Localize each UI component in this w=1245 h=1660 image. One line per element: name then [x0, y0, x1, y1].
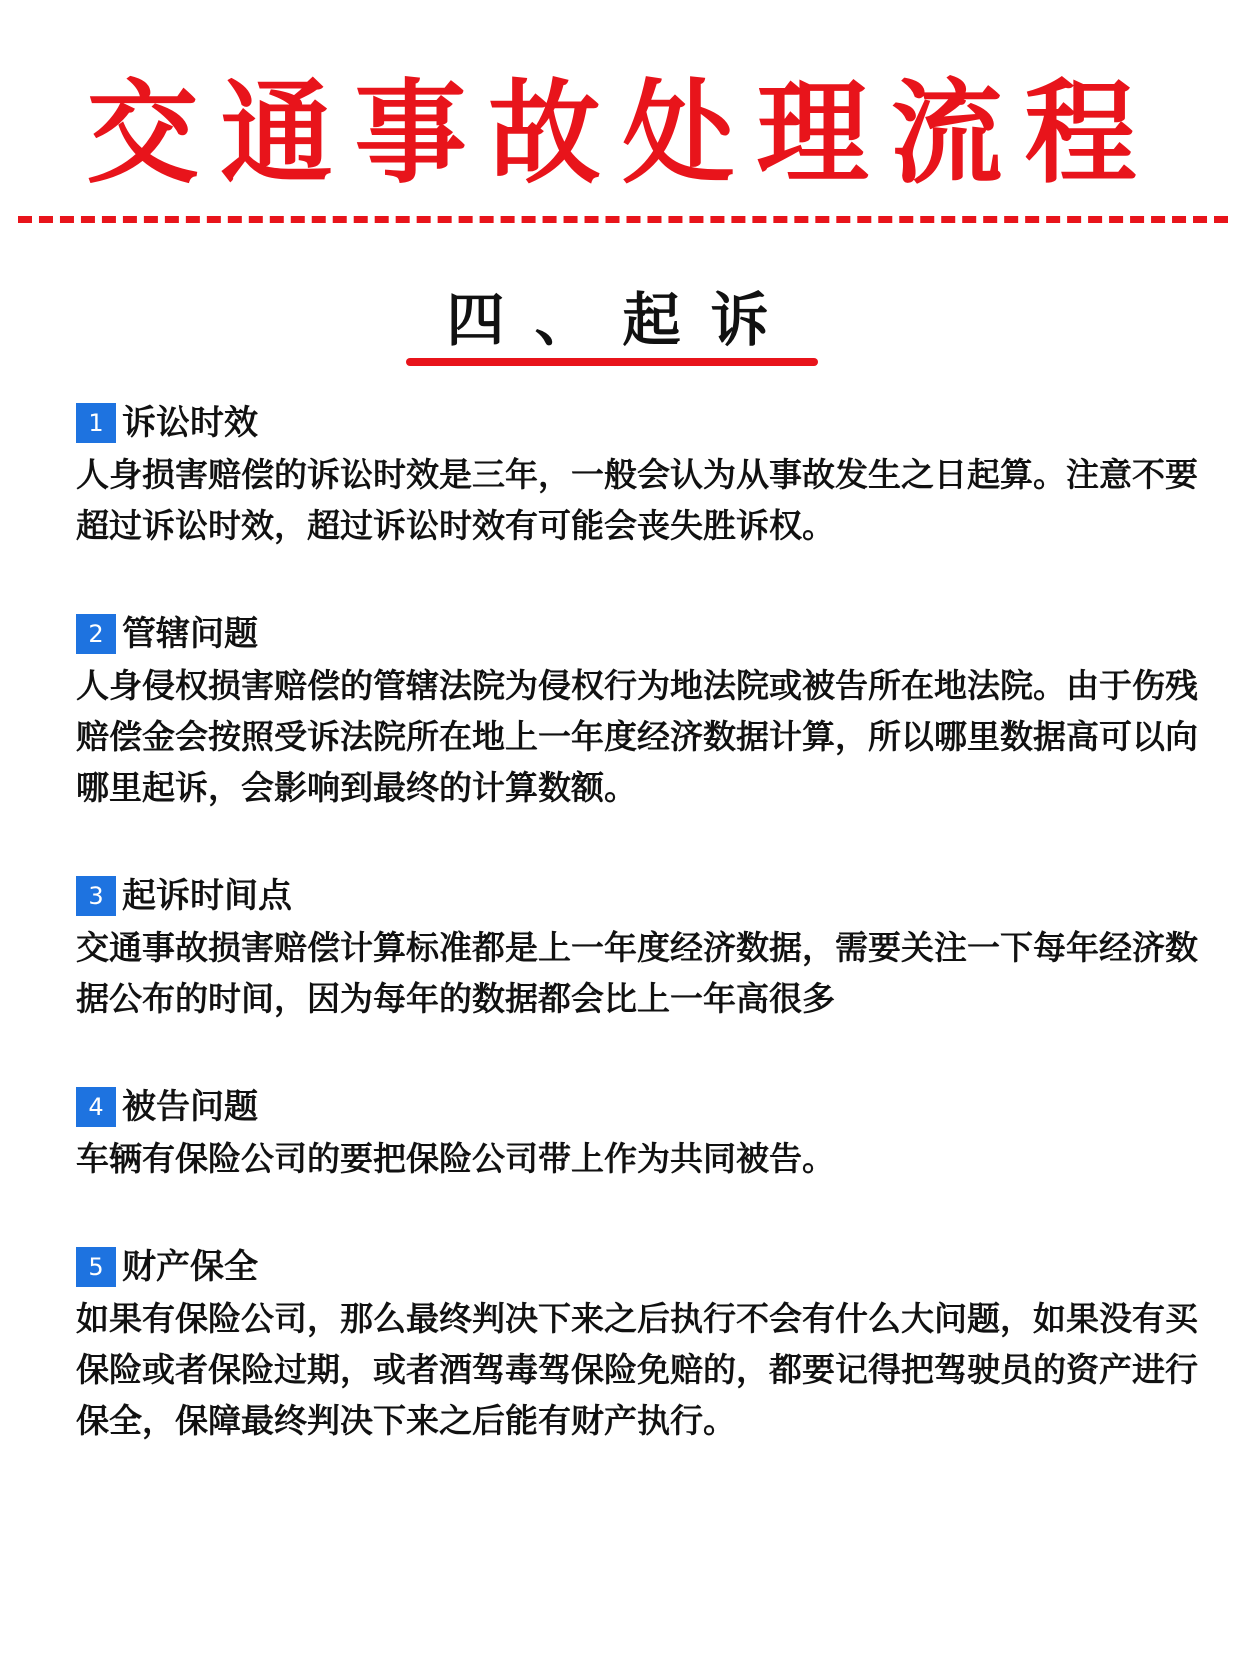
section-title: 四、起诉	[446, 286, 799, 354]
item-heading: 管辖问题	[122, 614, 258, 654]
item-heading: 财产保全	[122, 1247, 258, 1287]
number-badge: 4	[76, 1087, 116, 1127]
item-heading: 被告问题	[122, 1087, 258, 1127]
item-header	[76, 1082, 1216, 1132]
item-list	[76, 398, 1216, 1504]
section-underline	[406, 358, 818, 366]
list-item	[76, 1082, 1216, 1184]
item-heading: 起诉时间点	[122, 876, 292, 916]
number-badge: 5	[76, 1247, 116, 1287]
list-item	[76, 609, 1216, 813]
item-header	[76, 1242, 1216, 1292]
item-header	[76, 609, 1216, 659]
list-item	[76, 871, 1216, 1024]
item-header	[76, 398, 1216, 448]
number-badge: 3	[76, 876, 116, 916]
item-body: 人身损害赔偿的诉讼时效是三年，一般会认为从事故发生之日起算。注意不要超过诉讼时效，超过诉讼时效有可能会丧失胜诉权。	[76, 455, 1198, 545]
list-item	[76, 398, 1216, 551]
number-badge: 1	[76, 403, 116, 443]
item-body: 如果有保险公司，那么最终判决下来之后执行不会有什么大问题，如果没有买保险或者保险过期，或者酒驾毒驾保险免赔的，都要记得把驾驶员的资产进行保全，保障最终判决下来之后能有财产执行。	[76, 1299, 1198, 1440]
dashed-divider	[18, 216, 1228, 223]
item-heading: 诉讼时效	[122, 403, 258, 443]
item-body: 人身侵权损害赔偿的管辖法院为侵权行为地法院或被告所在地法院。由于伤残赔偿金会按照受诉法院所在地上一年度经济数据计算，所以哪里数据高可以向哪里起诉，会影响到最终的计算数额。	[76, 666, 1198, 807]
page-title: 交通事故处理流程	[86, 69, 1159, 199]
item-header	[76, 871, 1216, 921]
item-body: 车辆有保险公司的要把保险公司带上作为共同被告。	[76, 1139, 835, 1178]
item-body: 交通事故损害赔偿计算标准都是上一年度经济数据，需要关注一下每年经济数据公布的时间，因为每年的数据都会比上一年高很多	[76, 928, 1198, 1018]
list-item	[76, 1242, 1216, 1446]
number-badge: 2	[76, 614, 116, 654]
